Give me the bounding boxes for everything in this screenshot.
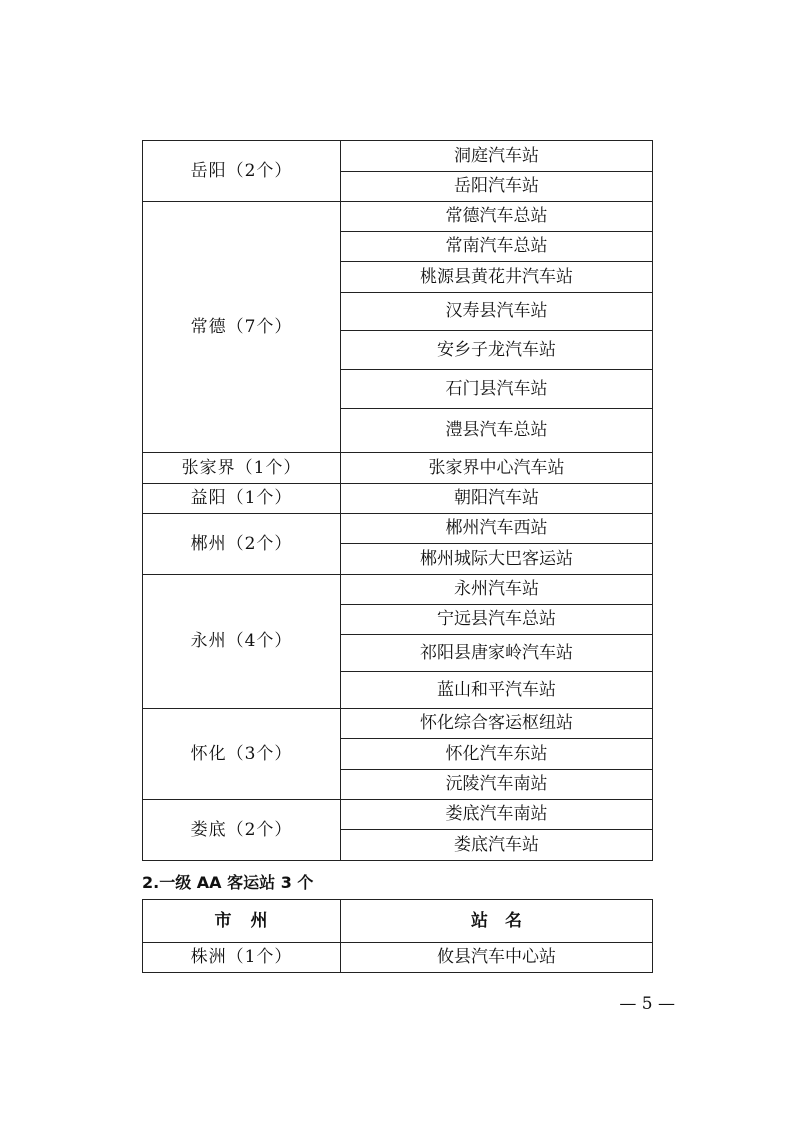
column-header-city: 市 州 (143, 900, 341, 943)
station-cell: 汉寿县汽车站 (341, 293, 653, 331)
station-cell: 郴州汽车西站 (341, 514, 653, 544)
station-cell: 张家界中心汽车站 (341, 453, 653, 484)
station-cell: 永州汽车站 (341, 575, 653, 605)
section-heading: 2.一级 AA 客运站 3 个 (142, 873, 314, 892)
city-cell: 益阳（1个） (143, 484, 341, 514)
city-cell: 永州（4个） (143, 575, 341, 709)
station-cell: 攸县汽车中心站 (341, 943, 653, 973)
station-cell: 祁阳县唐家岭汽车站 (341, 635, 653, 672)
city-cell: 郴州（2个） (143, 514, 341, 575)
station-cell: 娄底汽车南站 (341, 800, 653, 830)
city-cell: 怀化（3个） (143, 709, 341, 800)
city-cell: 常德（7个） (143, 202, 341, 453)
station-cell: 岳阳汽车站 (341, 172, 653, 202)
station-cell: 澧县汽车总站 (341, 409, 653, 453)
station-cell: 蓝山和平汽车站 (341, 672, 653, 709)
station-table-aa (142, 899, 653, 973)
station-cell: 朝阳汽车站 (341, 484, 653, 514)
station-cell: 怀化汽车东站 (341, 739, 653, 770)
station-cell: 安乡子龙汽车站 (341, 331, 653, 370)
column-header-station: 站 名 (341, 900, 653, 943)
station-cell: 常德汽车总站 (341, 202, 653, 232)
station-cell: 常南汽车总站 (341, 232, 653, 262)
city-cell: 娄底（2个） (143, 800, 341, 861)
page-number: — 5 — (619, 994, 675, 1014)
station-cell: 宁远县汽车总站 (341, 605, 653, 635)
station-cell: 石门县汽车站 (341, 370, 653, 409)
station-cell: 娄底汽车站 (341, 830, 653, 861)
station-cell: 洞庭汽车站 (341, 141, 653, 172)
station-cell: 桃源县黄花井汽车站 (341, 262, 653, 293)
city-cell: 张家界（1个） (143, 453, 341, 484)
station-cell: 沅陵汽车南站 (341, 770, 653, 800)
city-cell: 株洲（1个） (143, 943, 341, 973)
station-table-first-class (142, 140, 653, 861)
city-cell: 岳阳（2个） (143, 141, 341, 202)
station-cell: 怀化综合客运枢纽站 (341, 709, 653, 739)
station-cell: 郴州城际大巴客运站 (341, 544, 653, 575)
